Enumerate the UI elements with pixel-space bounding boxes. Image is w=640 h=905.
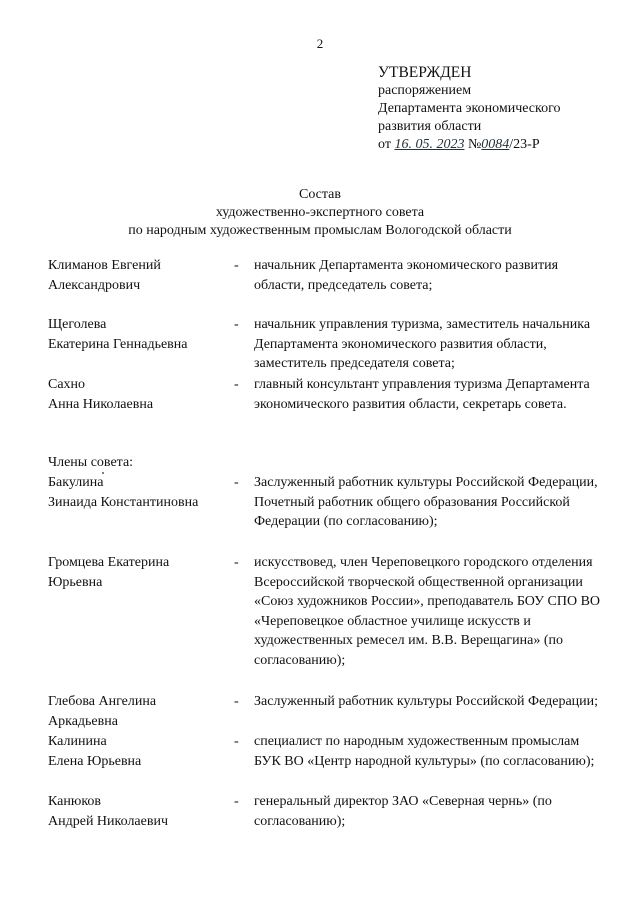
member-name [48, 256, 226, 295]
member-role: генеральный директор ЗАО «Северная чернь» (по согласованию); [254, 794, 552, 829]
approval-stamp [378, 64, 561, 154]
member-given-name: Зинаида Константиновна [48, 494, 199, 510]
members-heading: Члены совета: [48, 455, 134, 470]
member-name [48, 473, 226, 512]
member-given-name: Юрьевна [48, 574, 103, 590]
member-surname: Щеголева [48, 317, 107, 332]
member-given-name: Анна Николаевна [48, 396, 154, 412]
title-line: художественно-экспертного совета [215, 205, 425, 220]
member-role: начальник управления туризма, заместитель начальника Департамента экономического развития области, заместитель председателя совета; [254, 317, 591, 371]
member-role: специалист по народным художественным промыслам БУК ВО «Центр народной культуры» (по согласованию); [254, 734, 595, 769]
approval-number: 0084 [481, 137, 510, 152]
approval-number-sign: № [467, 137, 482, 152]
member-given-name: Андрей Николаевич [48, 813, 168, 829]
member-surname: Бакулина [48, 475, 104, 490]
member-role: искусствовед, член Череповецкого городского отделения Всероссийской творческой общественной организации «Союз художников России», преподаватель БОУ СПО ВО «Череповецкое областное училище искусств и художественных ремесел им. В.В. Верещагина» (по согласованию); [254, 555, 601, 668]
member-given-name: Аркадьевна [48, 713, 118, 729]
entry-dash: - [234, 555, 239, 570]
title-line: по народным художественным промыслам Вологодской области [128, 223, 512, 238]
member-name [48, 692, 226, 731]
approval-line: распоряжением [378, 83, 472, 98]
document-title [0, 186, 640, 240]
approval-heading: УТВЕРЖДЕН [378, 64, 472, 81]
member-name [48, 553, 226, 592]
member-given-name: Екатерина Геннадьевна [48, 336, 188, 352]
entry-dash: - [234, 694, 239, 709]
entry-dash: - [234, 317, 239, 332]
member-role: главный консультант управления туризма Департамента экономического развития области, секретарь совета. [254, 377, 590, 412]
approval-line: развития области [378, 119, 482, 134]
approval-line: Департамента экономического [378, 101, 561, 116]
approval-date-line [378, 136, 561, 154]
entry-dash: - [234, 475, 239, 490]
approval-date: 16. 05. 2023 [394, 137, 465, 152]
member-role: Заслуженный работник культуры Российской Федерации, Почетный работник общего образования Российской Федерации (по согласованию); [254, 475, 598, 529]
approval-from: от [378, 137, 391, 152]
member-name [48, 375, 226, 414]
member-role: начальник Департамента экономического развития области, председатель совета; [254, 258, 559, 293]
member-name [48, 792, 226, 831]
entry-dash: - [234, 734, 239, 749]
member-surname: Сахно [48, 377, 86, 392]
entry-dash: - [234, 377, 239, 392]
member-surname: Климанов Евгений [48, 258, 161, 273]
member-surname: Громцева Екатерина [48, 555, 170, 570]
member-role: Заслуженный работник культуры Российской Федерации; [254, 694, 599, 709]
member-surname: Глебова Ангелина [48, 694, 157, 709]
member-name [48, 315, 226, 354]
member-surname: Канюков [48, 794, 102, 809]
member-given-name: Елена Юрьевна [48, 753, 142, 769]
member-name [48, 732, 226, 771]
entry-dash: - [234, 794, 239, 809]
member-given-name: Александрович [48, 277, 141, 293]
entry-dash: - [234, 258, 239, 273]
member-surname: Калинина [48, 734, 107, 749]
title-line: Состав [298, 187, 341, 202]
approval-number-suffix: /23-Р [509, 137, 540, 152]
page-number: 2 [316, 36, 324, 51]
